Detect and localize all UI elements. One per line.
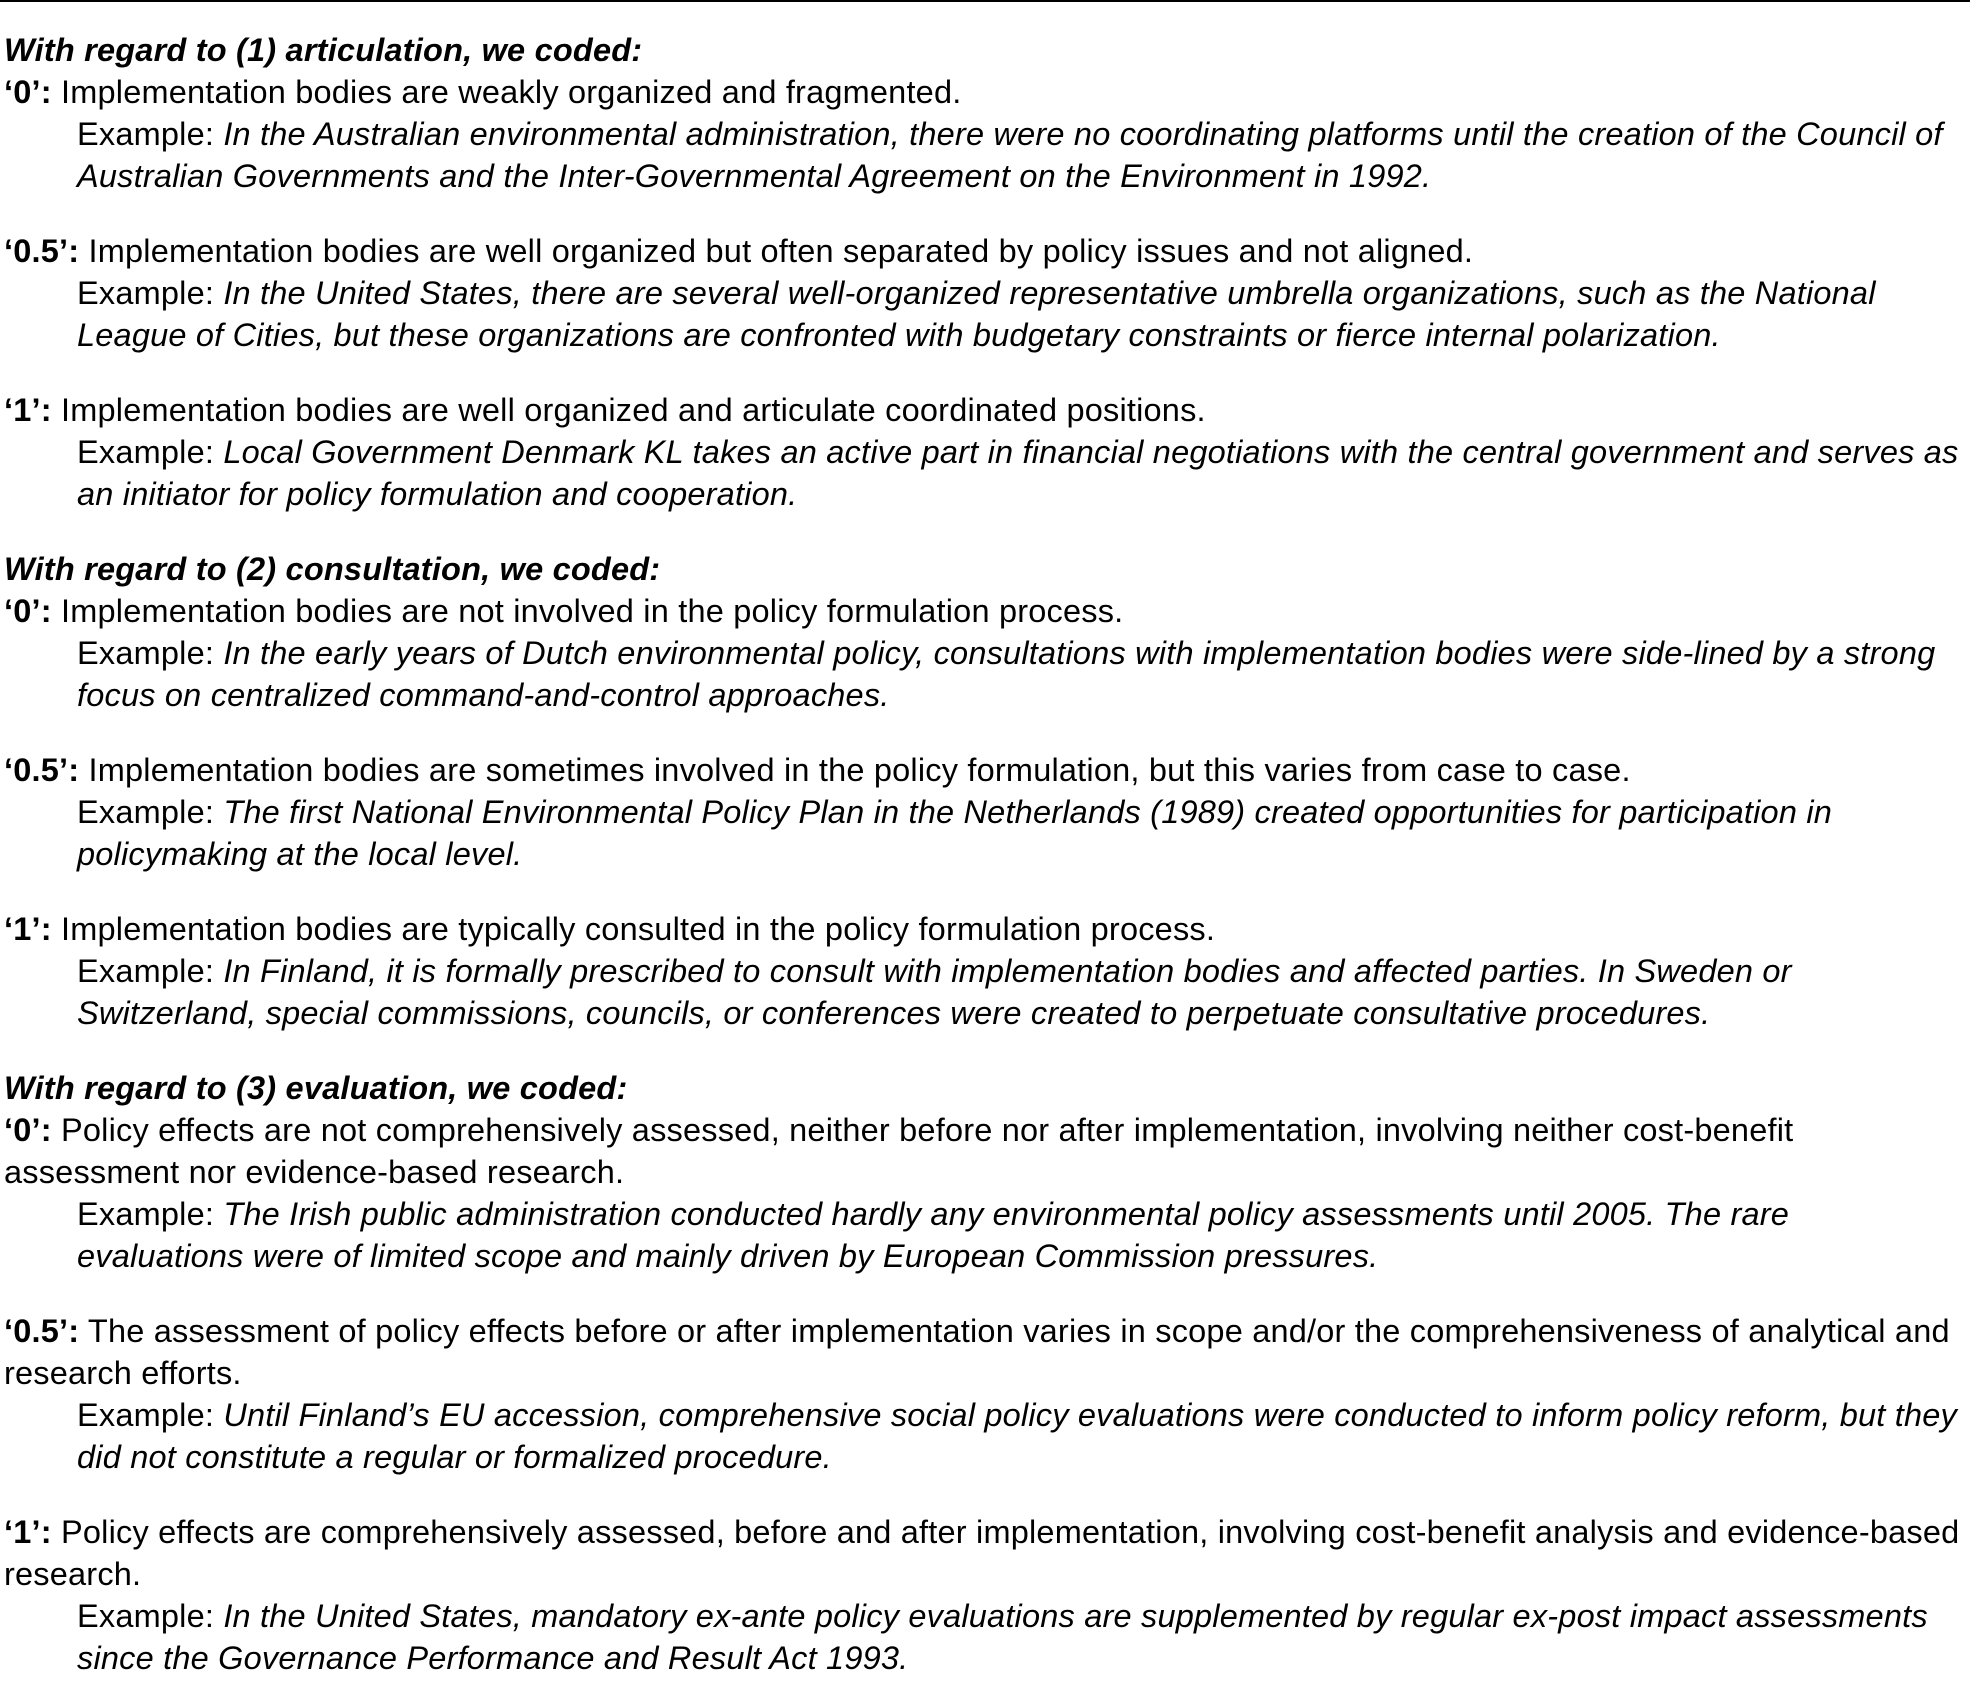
example-prefix: Example: (77, 794, 224, 830)
code-description: The assessment of policy effects before or after implementation varies in scope and/or the comprehensiveness of analytical and research efforts. (4, 1313, 1950, 1391)
section-heading-articulation: With regard to (1) articulation, we coded: (4, 32, 643, 68)
section-heading-evaluation: With regard to (3) evaluation, we coded: (4, 1070, 628, 1106)
code-label: ‘0.5’: (4, 233, 80, 269)
code-entry (4, 749, 1966, 791)
coding-scheme (4, 29, 1966, 1679)
code-label: ‘0’: (4, 74, 52, 110)
code-description: Implementation bodies are well organized but often separated by policy issues and not aligned. (79, 233, 1474, 269)
code-description: Implementation bodies are weakly organized and fragmented. (51, 74, 962, 110)
code-description: Implementation bodies are not involved in the policy formulation process. (51, 593, 1124, 629)
example-prefix: Example: (77, 953, 224, 989)
example (4, 272, 1966, 356)
code-entry (4, 1310, 1966, 1394)
example (4, 1394, 1966, 1478)
code-label: ‘1’: (4, 911, 52, 947)
example (4, 431, 1966, 515)
example-prefix: Example: (77, 275, 224, 311)
example-prefix: Example: (77, 434, 224, 470)
code-label: ‘1’: (4, 392, 52, 428)
example-prefix: Example: (77, 1397, 224, 1433)
code-description: Implementation bodies are well organized and articulate coordinated positions. (51, 392, 1206, 428)
code-label: ‘0.5’: (4, 752, 80, 788)
section-heading-consultation: With regard to (2) consultation, we coded: (4, 551, 661, 587)
code-entry (4, 389, 1966, 431)
example (4, 950, 1966, 1034)
example-text: The first National Environmental Policy Plan in the Netherlands (1989) created opportunities for participation in policymaking at the local level. (77, 794, 1833, 872)
example (4, 1193, 1966, 1277)
top-rule (0, 0, 1970, 2)
example-text: In the United States, there are several well-organized representative umbrella organizations, such as the National League of Cities, but these organizations are confronted with budgetary constraints or fierce internal polarization. (77, 275, 1876, 353)
code-label: ‘0’: (4, 1112, 52, 1148)
example (4, 1595, 1966, 1679)
code-label: ‘0.5’: (4, 1313, 80, 1349)
code-label: ‘0’: (4, 593, 52, 629)
code-description: Implementation bodies are typically consulted in the policy formulation process. (51, 911, 1216, 947)
code-entry (4, 590, 1966, 632)
example-text: Until Finland’s EU accession, comprehensive social policy evaluations were conducted to inform policy reform, but they did not constitute a regular or formalized procedure. (77, 1397, 1957, 1475)
code-description: Implementation bodies are sometimes involved in the policy formulation, but this varies from case to case. (79, 752, 1631, 788)
example-text: In Finland, it is formally prescribed to consult with implementation bodies and affected parties. In Sweden or Switzerland, special commissions, councils, or conferences were created to perpetuate consultative procedures. (77, 953, 1792, 1031)
example-prefix: Example: (77, 116, 224, 152)
example (4, 791, 1966, 875)
example-text: The Irish public administration conducted hardly any environmental policy assessments until 2005. The rare evaluations were of limited scope and mainly driven by European Commission pressures. (77, 1196, 1790, 1274)
example-prefix: Example: (77, 1598, 224, 1634)
code-entry (4, 71, 1966, 113)
example (4, 632, 1966, 716)
code-description: Policy effects are not comprehensively assessed, neither before nor after implementation, involving neither cost-benefit assessment nor evidence-based research. (4, 1112, 1794, 1190)
example-text: Local Government Denmark KL takes an active part in financial negotiations with the central government and serves as an initiator for policy formulation and cooperation. (77, 434, 1959, 512)
example-text: In the Australian environmental administration, there were no coordinating platforms until the creation of the Council of Australian Governments and the Inter-Governmental Agreement on the Environment in 1992. (77, 116, 1943, 194)
code-entry (4, 230, 1966, 272)
code-entry (4, 908, 1966, 950)
example-text: In the early years of Dutch environmental policy, consultations with implementation bodies were side-lined by a strong focus on centralized command-and-control approaches. (77, 635, 1936, 713)
code-description: Policy effects are comprehensively assessed, before and after implementation, involving cost-benefit analysis and evidence-based research. (4, 1514, 1960, 1592)
example (4, 113, 1966, 197)
code-entry (4, 1109, 1966, 1193)
code-label: ‘1’: (4, 1514, 52, 1550)
example-prefix: Example: (77, 635, 224, 671)
example-prefix: Example: (77, 1196, 224, 1232)
code-entry (4, 1511, 1966, 1595)
example-text: In the United States, mandatory ex-ante policy evaluations are supplemented by regular ex-post impact assessments since the Governance Performance and Result Act 1993. (77, 1598, 1928, 1676)
